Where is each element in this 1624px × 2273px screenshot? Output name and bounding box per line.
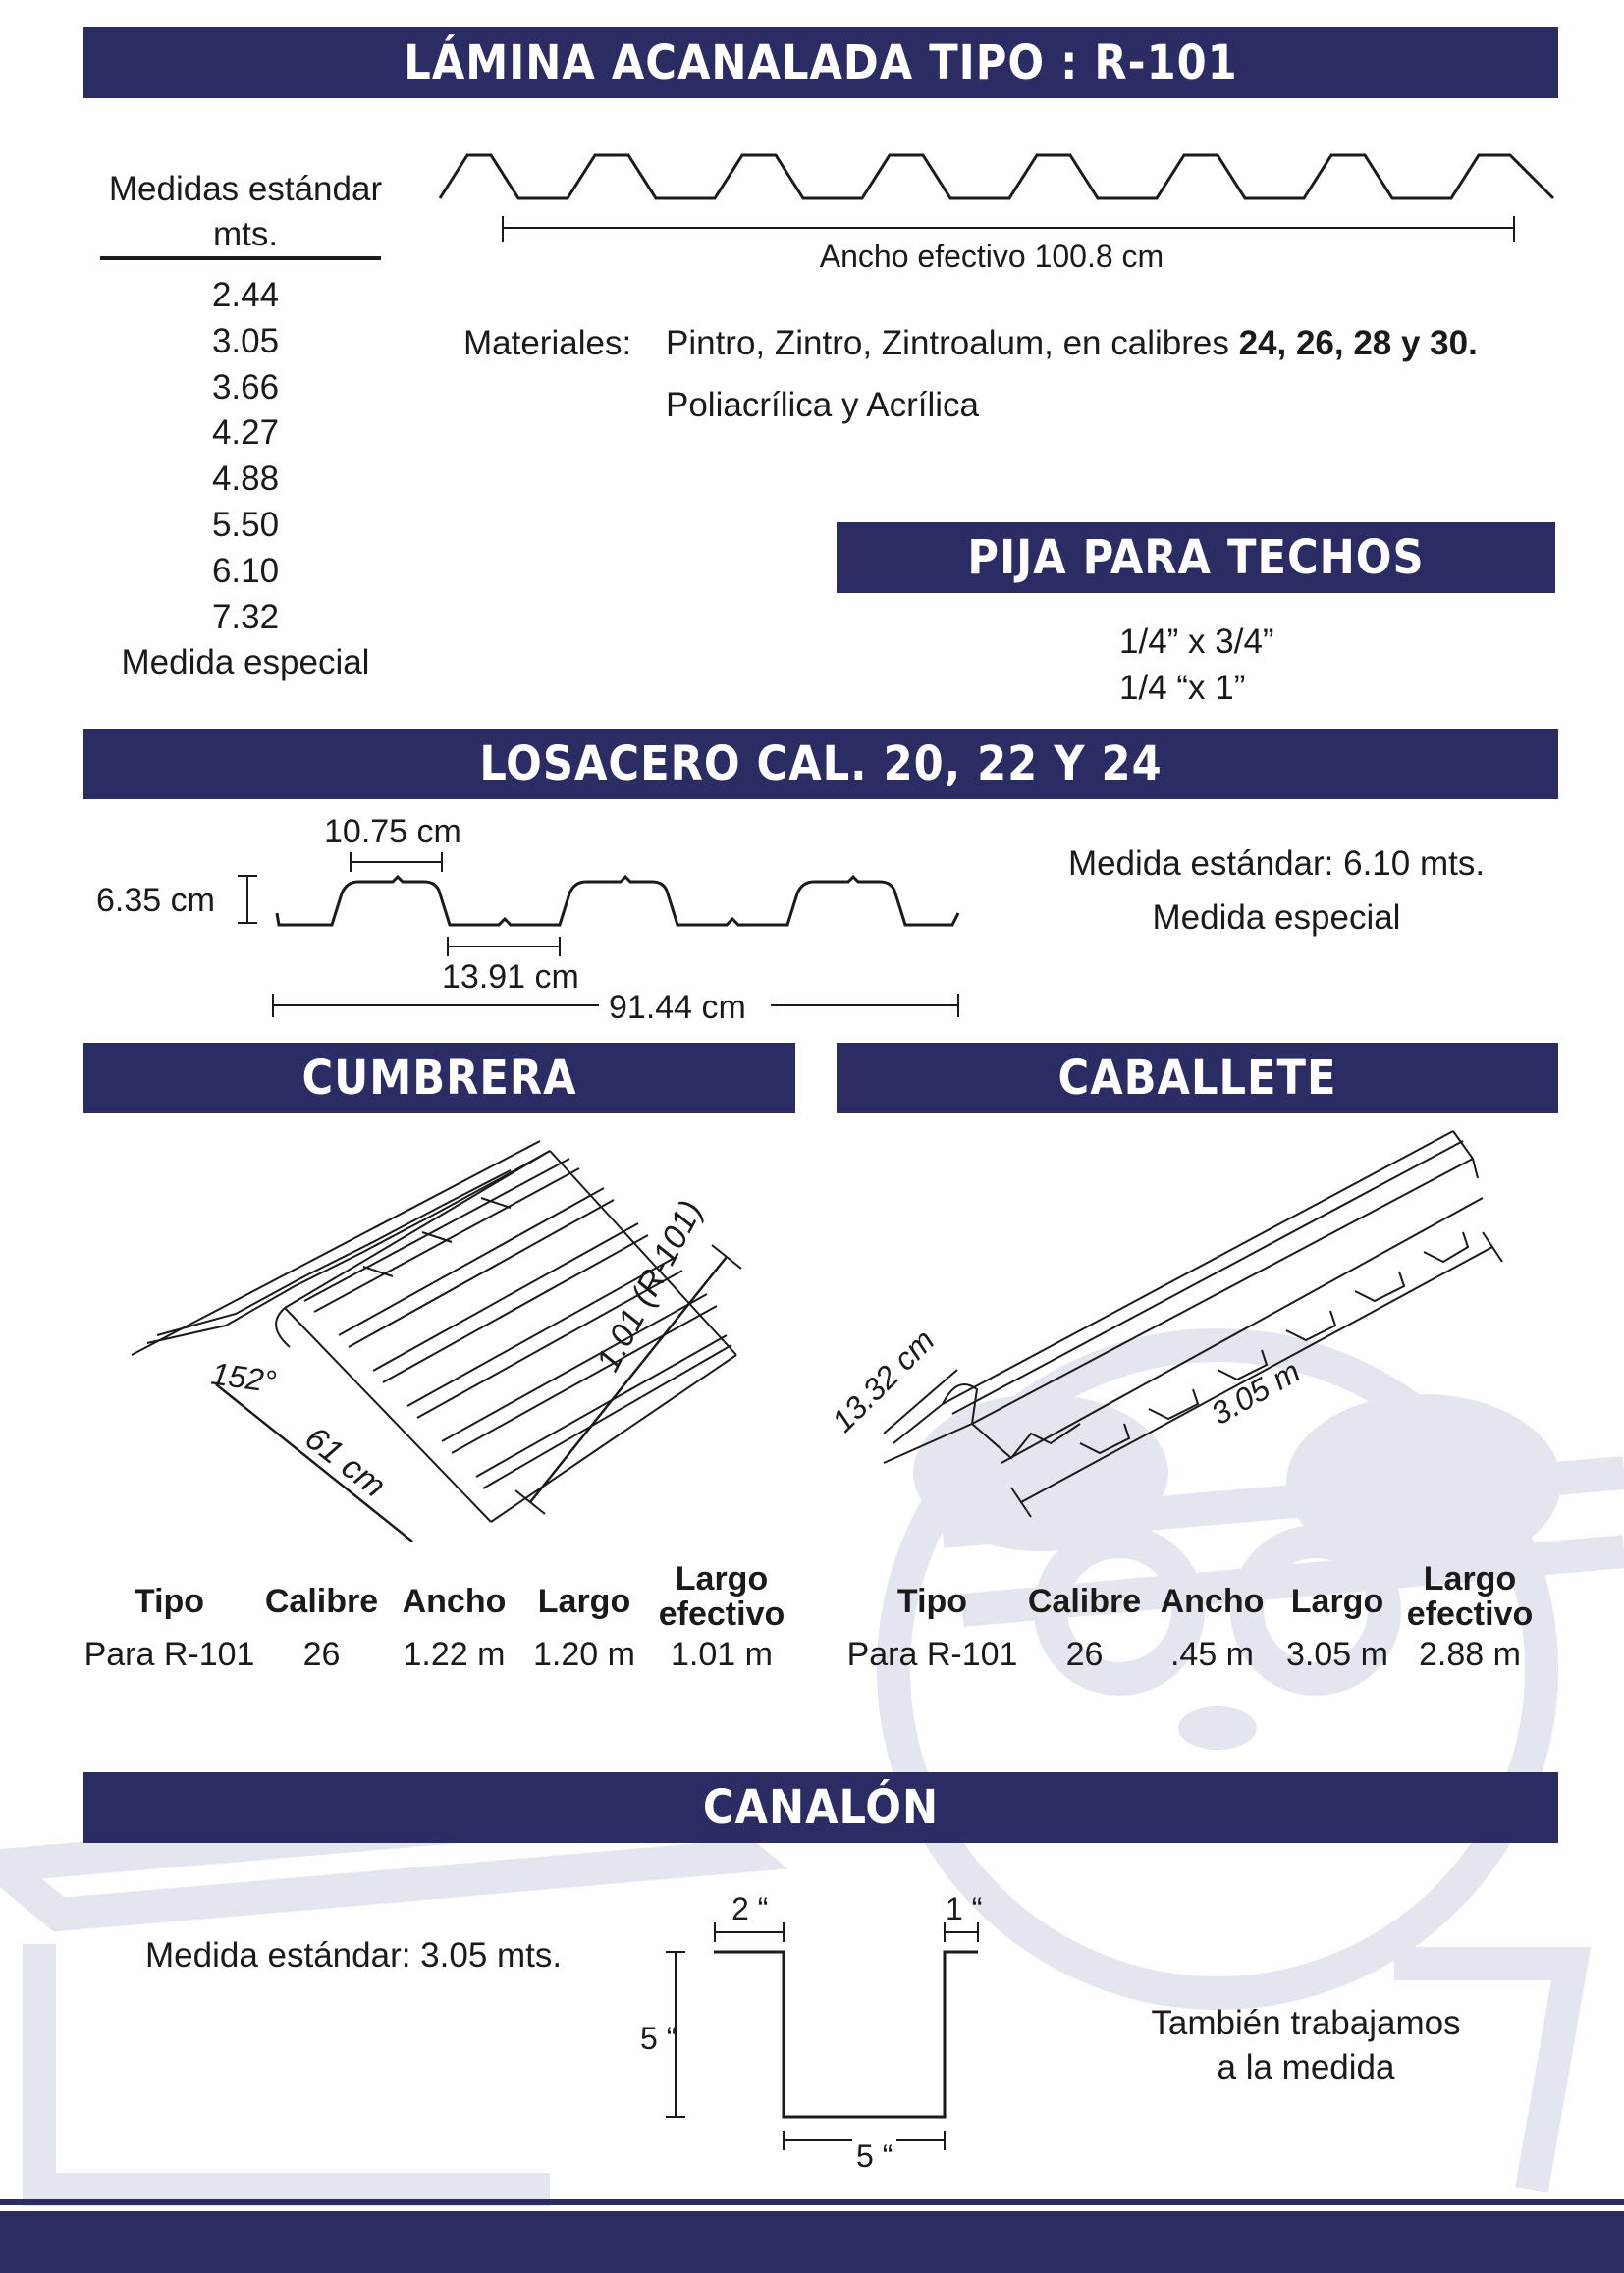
materiales-calibres: 24, 26, 28 y 30.: [1238, 324, 1478, 362]
caballete-title: CABALLETE: [1057, 1051, 1337, 1106]
medida-item: 4.88: [211, 460, 280, 499]
cumbrera-width: 61 cm: [298, 1419, 393, 1505]
medida-item: 7.32: [211, 597, 280, 636]
cumbrera-cell-ancho: 1.22 m: [403, 1636, 506, 1673]
caballete-col-largo-efectivo-1: Largo: [1423, 1560, 1517, 1597]
caballete-cell-tipo: Para R-101: [846, 1636, 1018, 1673]
pija-size: 1/4 “x 1”: [1119, 669, 1246, 707]
losacero-medida-especial: Medida especial: [1152, 898, 1401, 937]
cumbrera-title-bar: [83, 1043, 795, 1113]
cumbrera-diagram: [118, 1129, 766, 1542]
losacero-dim-total: 91.44 cm: [609, 989, 746, 1026]
cumbrera-cell-largo: 1.20 m: [533, 1636, 635, 1673]
cumbrera-cell-calibre: 26: [302, 1636, 341, 1673]
medidas-title: [88, 167, 403, 257]
medidas-title-line1: Medidas estándar: [108, 170, 383, 208]
cumbrera-col-largo: Largo: [537, 1583, 631, 1620]
canalon-dim-left-flange: 2 “: [731, 1891, 769, 1926]
pija-title-bar: [837, 522, 1555, 593]
caballete-diagram: [864, 1119, 1512, 1542]
canalon-dim-bottom: 5 “: [852, 2138, 896, 2175]
medidas-list: [88, 273, 403, 686]
medida-item: 5.50: [211, 505, 280, 544]
medida-item: 2.44: [211, 276, 280, 314]
caballete-col-largo: Largo: [1290, 1583, 1384, 1620]
canalon-dim-right-flange: 1 “: [946, 1891, 983, 1926]
cumbrera-cell-tipo: Para R-101: [83, 1636, 255, 1673]
losacero-medida-estandar: Medida estándar: 6.10 mts.: [1067, 844, 1486, 883]
medida-item: 4.27: [211, 413, 280, 453]
losacero-title: LOSACERO CAL. 20, 22 Y 24: [479, 736, 1163, 791]
pija-title: PIJA PARA TECHOS: [967, 530, 1425, 585]
footer-bar: [0, 2211, 1624, 2273]
caballete-col-largo-efectivo: [1401, 1561, 1539, 1632]
lamina-title: LÁMINA ACANALADA TIPO : R-101: [404, 35, 1238, 90]
cumbrera-title: CUMBRERA: [301, 1051, 577, 1106]
pija-sizes: [1119, 619, 1274, 711]
caballete-col-ancho: Ancho: [1160, 1583, 1265, 1620]
caballete-cell-largo-efectivo: 2.88 m: [1419, 1636, 1521, 1673]
caballete-height: 13.32 cm: [825, 1322, 942, 1439]
canalon-title-bar: [83, 1772, 1558, 1843]
cumbrera-length: 1.01 (R-101): [589, 1194, 711, 1378]
medida-especial: Medida especial: [121, 643, 370, 682]
cumbrera-cell-largo-efectivo: 1.01 m: [671, 1636, 773, 1673]
caballete-col-largo-efectivo-2: efectivo: [1406, 1596, 1534, 1633]
cumbrera-col-tipo: Tipo: [134, 1583, 205, 1620]
caballete-length: 3.05 m: [1205, 1353, 1307, 1433]
cumbrera-col-largo-efectivo: [648, 1561, 795, 1632]
medida-item: 6.10: [211, 551, 280, 590]
losacero-dim-bottom: 13.91 cm: [442, 958, 579, 996]
materiales-line2: Poliacrílica y Acrílica: [666, 386, 979, 424]
losacero-title-bar: [83, 729, 1558, 799]
medida-item: 3.05: [211, 321, 280, 360]
caballete-col-tipo: Tipo: [896, 1583, 968, 1620]
canalon-note-line2: a la medida: [1217, 2048, 1395, 2086]
losacero-dim-height: 6.35 cm: [96, 882, 215, 919]
caballete-title-bar: [837, 1043, 1558, 1113]
canalon-note: [1100, 2001, 1512, 2089]
caballete-cell-ancho: .45 m: [1169, 1636, 1255, 1673]
materiales-text: [666, 324, 1478, 363]
canalon-dim-height: 5 “: [640, 2021, 677, 2056]
pija-size: 1/4” x 3/4”: [1119, 622, 1274, 661]
losacero-dim-top: 10.75 cm: [324, 813, 461, 850]
cumbrera-table: [83, 1561, 810, 1679]
canalon-medida-estandar: Medida estándar: 3.05 mts.: [145, 1936, 563, 1975]
caballete-cell-largo: 3.05 m: [1286, 1636, 1388, 1673]
lamina-title-bar: [83, 27, 1558, 98]
canalon-note-line1: También trabajamos: [1151, 2004, 1461, 2042]
canalon-profile-diagram: [628, 1885, 1001, 2170]
materiales-list: Pintro, Zintro, Zintroalum, en calibres: [666, 324, 1239, 362]
cumbrera-col-ancho: Ancho: [402, 1583, 507, 1620]
materiales-label: Materiales:: [463, 324, 632, 362]
medidas-divider: [100, 256, 381, 260]
cumbrera-col-largo-efectivo-2: efectivo: [658, 1596, 785, 1633]
losacero-medidas: [1021, 837, 1532, 945]
cumbrera-col-calibre: Calibre: [264, 1583, 379, 1620]
caballete-table: [846, 1561, 1573, 1679]
canalon-title: CANALÓN: [702, 1780, 940, 1835]
medidas-title-line2: mts.: [212, 215, 279, 253]
caballete-col-calibre: Calibre: [1027, 1583, 1142, 1620]
caballete-cell-calibre: 26: [1065, 1636, 1104, 1673]
cumbrera-col-largo-efectivo-1: Largo: [675, 1560, 769, 1597]
ancho-efectivo-label: Ancho efectivo 100.8 cm: [819, 239, 1164, 274]
footer-thin-bar: [0, 2199, 1624, 2205]
cumbrera-angle: 152°: [208, 1355, 279, 1400]
medida-item: 3.66: [211, 367, 280, 406]
